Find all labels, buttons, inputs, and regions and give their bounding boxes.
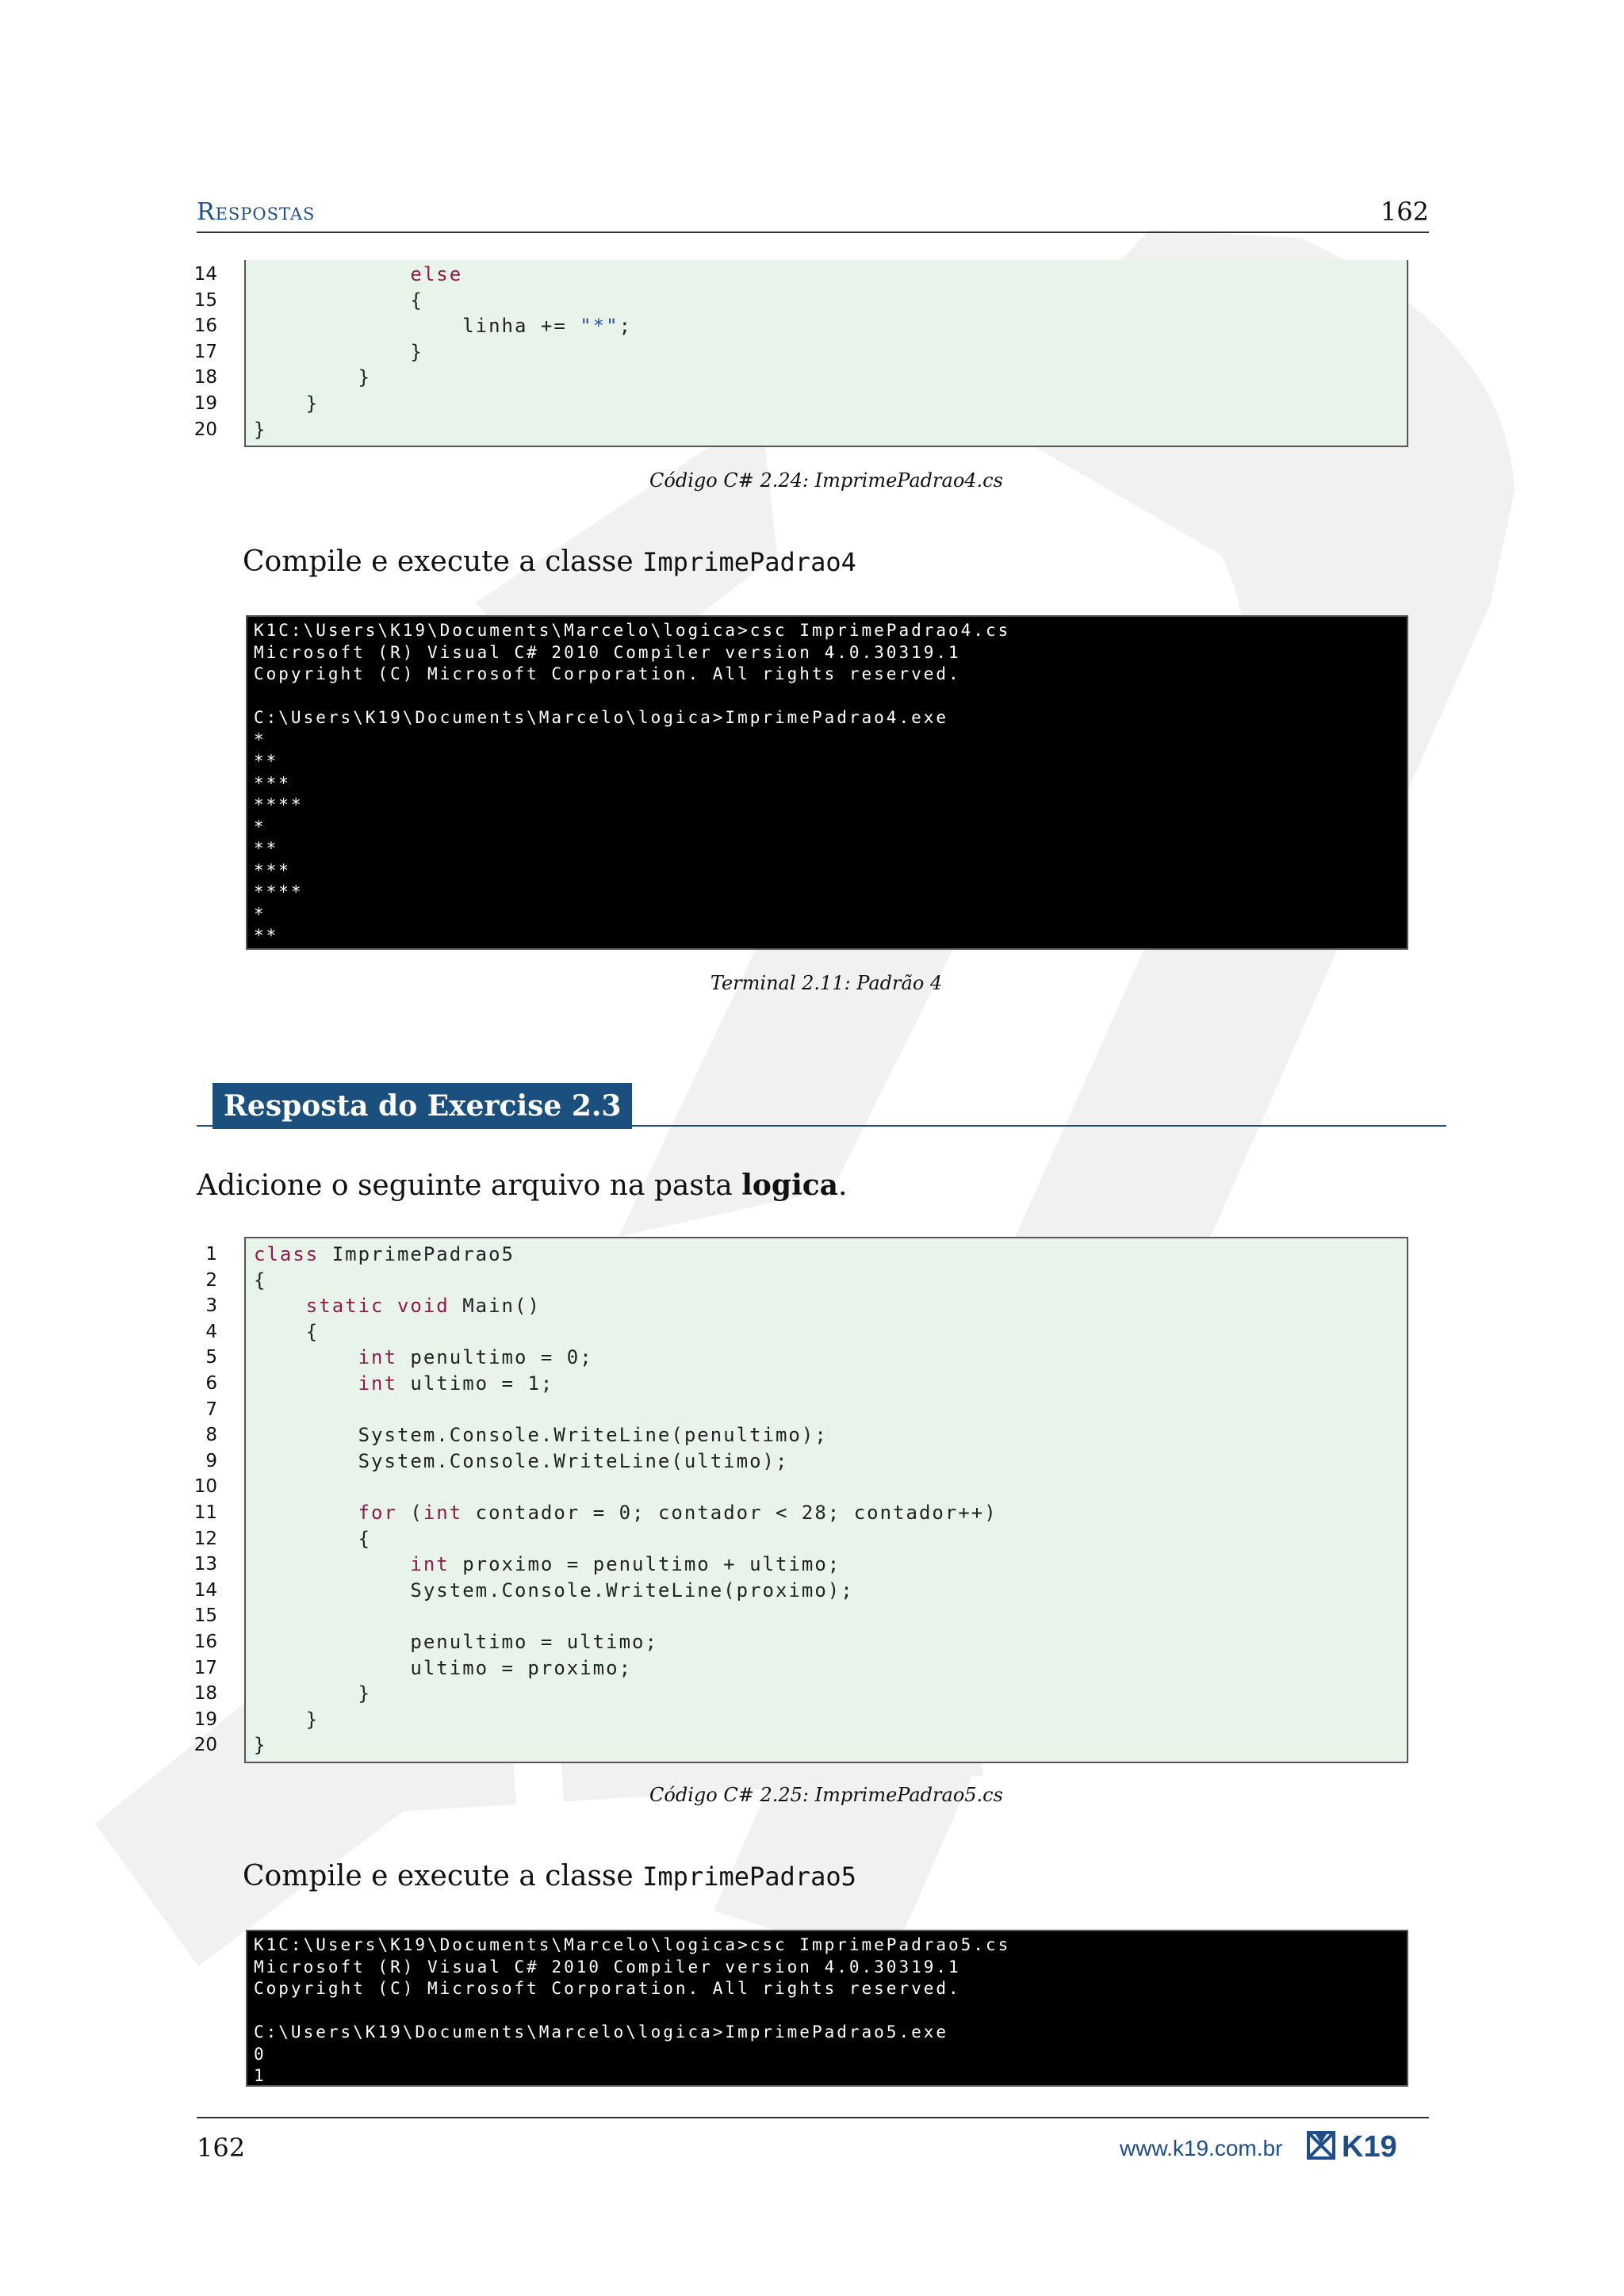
- terminal-line: ***: [254, 773, 291, 793]
- code-line: [254, 1293, 541, 1318]
- compile-instruction-1: [243, 545, 856, 578]
- code-line: [254, 1371, 553, 1396]
- code-line: [254, 1681, 371, 1706]
- compile-class-2: ImprimePadrao5: [642, 1862, 856, 1892]
- code-2-line-numbers: [170, 1238, 217, 1762]
- terminal-line: Microsoft (R) Visual C# 2010 Compiler version 4.0.30319.1: [254, 642, 961, 662]
- code-block-imprimepadrao4: [244, 260, 1408, 447]
- line-number: 1: [205, 1244, 217, 1265]
- line-number: 15: [193, 1605, 217, 1627]
- compile-prefix-2: Compile e execute a classe: [243, 1860, 643, 1892]
- code-token: [385, 1295, 397, 1317]
- logo-text: K19: [1342, 2130, 1397, 2161]
- line-number: 19: [193, 1709, 217, 1730]
- terminal-line: **: [254, 839, 279, 858]
- instruction-folder-name: logica: [741, 1169, 838, 1202]
- code-line: [254, 1268, 266, 1293]
- code-keyword: static: [305, 1295, 385, 1318]
- line-number: 16: [193, 316, 217, 337]
- code-token: proximo = penultimo + ultimo;: [449, 1553, 841, 1576]
- compile-instruction-2: [243, 1860, 856, 1892]
- terminal-line: **: [254, 752, 279, 771]
- section-heading-box: [213, 1083, 632, 1129]
- line-number: 14: [193, 1579, 217, 1601]
- code-token: System.Console.WriteLine(penultimo);: [358, 1424, 828, 1447]
- code-keyword: int: [410, 1553, 450, 1576]
- code-line: [254, 1707, 319, 1732]
- terminal-line: *: [254, 817, 266, 836]
- code-token: }: [254, 1734, 267, 1757]
- code-block-imprimepadrao5: [244, 1237, 1408, 1763]
- line-number: 10: [193, 1476, 217, 1498]
- section-heading-rule: [197, 1125, 1446, 1127]
- terminal-line: ***: [254, 860, 291, 880]
- code-caption-2: Código C# 2.25: ImprimePadrao5.cs: [649, 1784, 1003, 1806]
- terminal-output-2: [246, 1930, 1408, 2087]
- terminal-line: Copyright (C) Microsoft Corporation. All rights reserved.: [254, 664, 961, 683]
- terminal-line: Copyright (C) Microsoft Corporation. All rights reserved.: [254, 1979, 961, 1998]
- code-line: [254, 417, 266, 442]
- section-heading-title: Resposta do Exercise 2.3: [224, 1089, 622, 1123]
- code-line: [254, 313, 632, 339]
- line-number: 20: [193, 1735, 217, 1756]
- terminal-output-1: [246, 615, 1408, 950]
- code-line: [254, 1629, 658, 1655]
- k19-logo: [1307, 2130, 1429, 2164]
- line-number: 7: [205, 1399, 217, 1420]
- line-number: 11: [193, 1502, 217, 1523]
- code-token: System.Console.WriteLine(proximo);: [410, 1578, 854, 1601]
- instruction-suffix: .: [837, 1169, 848, 1202]
- code-caption-1: Código C# 2.24: ImprimePadrao4.cs: [649, 469, 1003, 492]
- code-token: {: [254, 1269, 267, 1292]
- line-number: 19: [193, 393, 217, 414]
- terminal-line: ****: [254, 795, 304, 814]
- line-number: 18: [193, 1683, 217, 1705]
- code-line: [254, 1448, 788, 1474]
- terminal-line: ****: [254, 882, 304, 901]
- terminal-line: Microsoft (R) Visual C# 2010 Compiler version 4.0.30319.1: [254, 1957, 961, 1976]
- code-string: "*": [580, 315, 619, 338]
- compile-class-1: ImprimePadrao4: [642, 547, 856, 577]
- header-rule: [197, 232, 1429, 233]
- running-header-title: Respostas: [197, 198, 316, 226]
- code-token: }: [305, 1708, 320, 1731]
- code-token: }: [305, 392, 320, 415]
- line-number: 5: [205, 1347, 217, 1368]
- code-token: ;: [619, 315, 633, 338]
- add-file-instruction: [197, 1169, 847, 1202]
- terminal-line: 0: [254, 2044, 266, 2064]
- terminal-line: *: [254, 729, 266, 749]
- code-line: [254, 1500, 998, 1525]
- code-keyword: class: [254, 1243, 320, 1265]
- terminal-line: **: [254, 926, 279, 945]
- line-number: 8: [205, 1425, 217, 1446]
- code-keyword: int: [423, 1502, 463, 1524]
- code-keyword: for: [358, 1502, 397, 1524]
- code-token: }: [254, 418, 267, 441]
- footer-page-number: 162: [197, 2133, 246, 2163]
- code-line: [254, 365, 371, 390]
- code-line: [254, 1732, 266, 1758]
- code-token: penultimo = ultimo;: [410, 1631, 658, 1653]
- code-keyword: else: [410, 263, 463, 285]
- line-number: 20: [193, 419, 217, 440]
- code-token: ImprimePadrao5: [319, 1243, 515, 1265]
- line-number: 3: [205, 1295, 217, 1317]
- line-number: 2: [205, 1269, 217, 1291]
- line-number: 15: [193, 289, 217, 311]
- code-keyword: int: [358, 1372, 397, 1395]
- code-line: [254, 1552, 841, 1577]
- code-token: {: [358, 1527, 372, 1550]
- code-token: ultimo = proximo;: [410, 1656, 633, 1679]
- code-line: [254, 1319, 319, 1345]
- line-number: 12: [193, 1528, 217, 1549]
- line-number: 17: [193, 341, 217, 362]
- code-line: [254, 1345, 593, 1370]
- code-token: ultimo = 1;: [396, 1372, 554, 1395]
- line-number: 13: [193, 1554, 217, 1575]
- code-token: linha +=: [462, 315, 580, 338]
- code-token: }: [358, 1682, 372, 1705]
- code-1-line-numbers: [170, 260, 217, 442]
- footer-rule: [197, 2117, 1429, 2118]
- code-line: [254, 1422, 828, 1448]
- line-number: 16: [193, 1632, 217, 1652]
- compile-prefix-1: Compile e execute a classe: [243, 545, 643, 578]
- terminal-line: K1C:\Users\K19\Documents\Marcelo\logica>csc ImprimePadrao5.cs: [254, 1935, 1011, 1954]
- code-token: {: [410, 289, 423, 312]
- code-token: {: [305, 1320, 320, 1343]
- line-number: 6: [205, 1373, 217, 1394]
- line-number: 14: [193, 264, 217, 285]
- code-line: [254, 262, 462, 287]
- terminal-line: *: [254, 904, 266, 924]
- code-token: System.Console.WriteLine(ultimo);: [358, 1449, 789, 1472]
- code-line: [254, 1655, 632, 1681]
- code-token: (: [396, 1502, 423, 1524]
- line-number: 4: [205, 1321, 217, 1342]
- line-number: 18: [193, 367, 217, 388]
- code-keyword: void: [396, 1295, 450, 1318]
- code-line: [254, 339, 423, 365]
- code-token: contador = 0; contador < 28; contador++): [462, 1502, 998, 1524]
- footer-url-link[interactable]: www.k19.com.br: [1120, 2136, 1283, 2160]
- code-line: [254, 391, 319, 416]
- line-number: 9: [205, 1450, 217, 1471]
- terminal-caption-1: Terminal 2.11: Padrão 4: [710, 972, 943, 994]
- code-line: [254, 288, 423, 313]
- code-keyword: int: [358, 1346, 397, 1369]
- terminal-line: C:\Users\K19\Documents\Marcelo\logica>ImprimePadrao4.exe: [254, 708, 949, 727]
- terminal-line: C:\Users\K19\Documents\Marcelo\logica>ImprimePadrao5.exe: [254, 2022, 949, 2042]
- terminal-line: K1C:\Users\K19\Documents\Marcelo\logica>csc ImprimePadrao4.cs: [254, 621, 1011, 640]
- code-token: Main(): [449, 1295, 541, 1318]
- terminal-line: 1: [254, 2066, 266, 2085]
- header-page-number: 162: [1380, 197, 1429, 227]
- instruction-prefix: Adicione o seguinte arquivo na pasta: [197, 1169, 742, 1202]
- code-token: }: [358, 366, 372, 389]
- code-line: [254, 1242, 515, 1267]
- code-line: [254, 1578, 854, 1603]
- code-token: }: [410, 340, 423, 363]
- line-number: 17: [193, 1657, 217, 1678]
- code-token: penultimo = 0;: [396, 1346, 593, 1369]
- code-line: [254, 1526, 371, 1552]
